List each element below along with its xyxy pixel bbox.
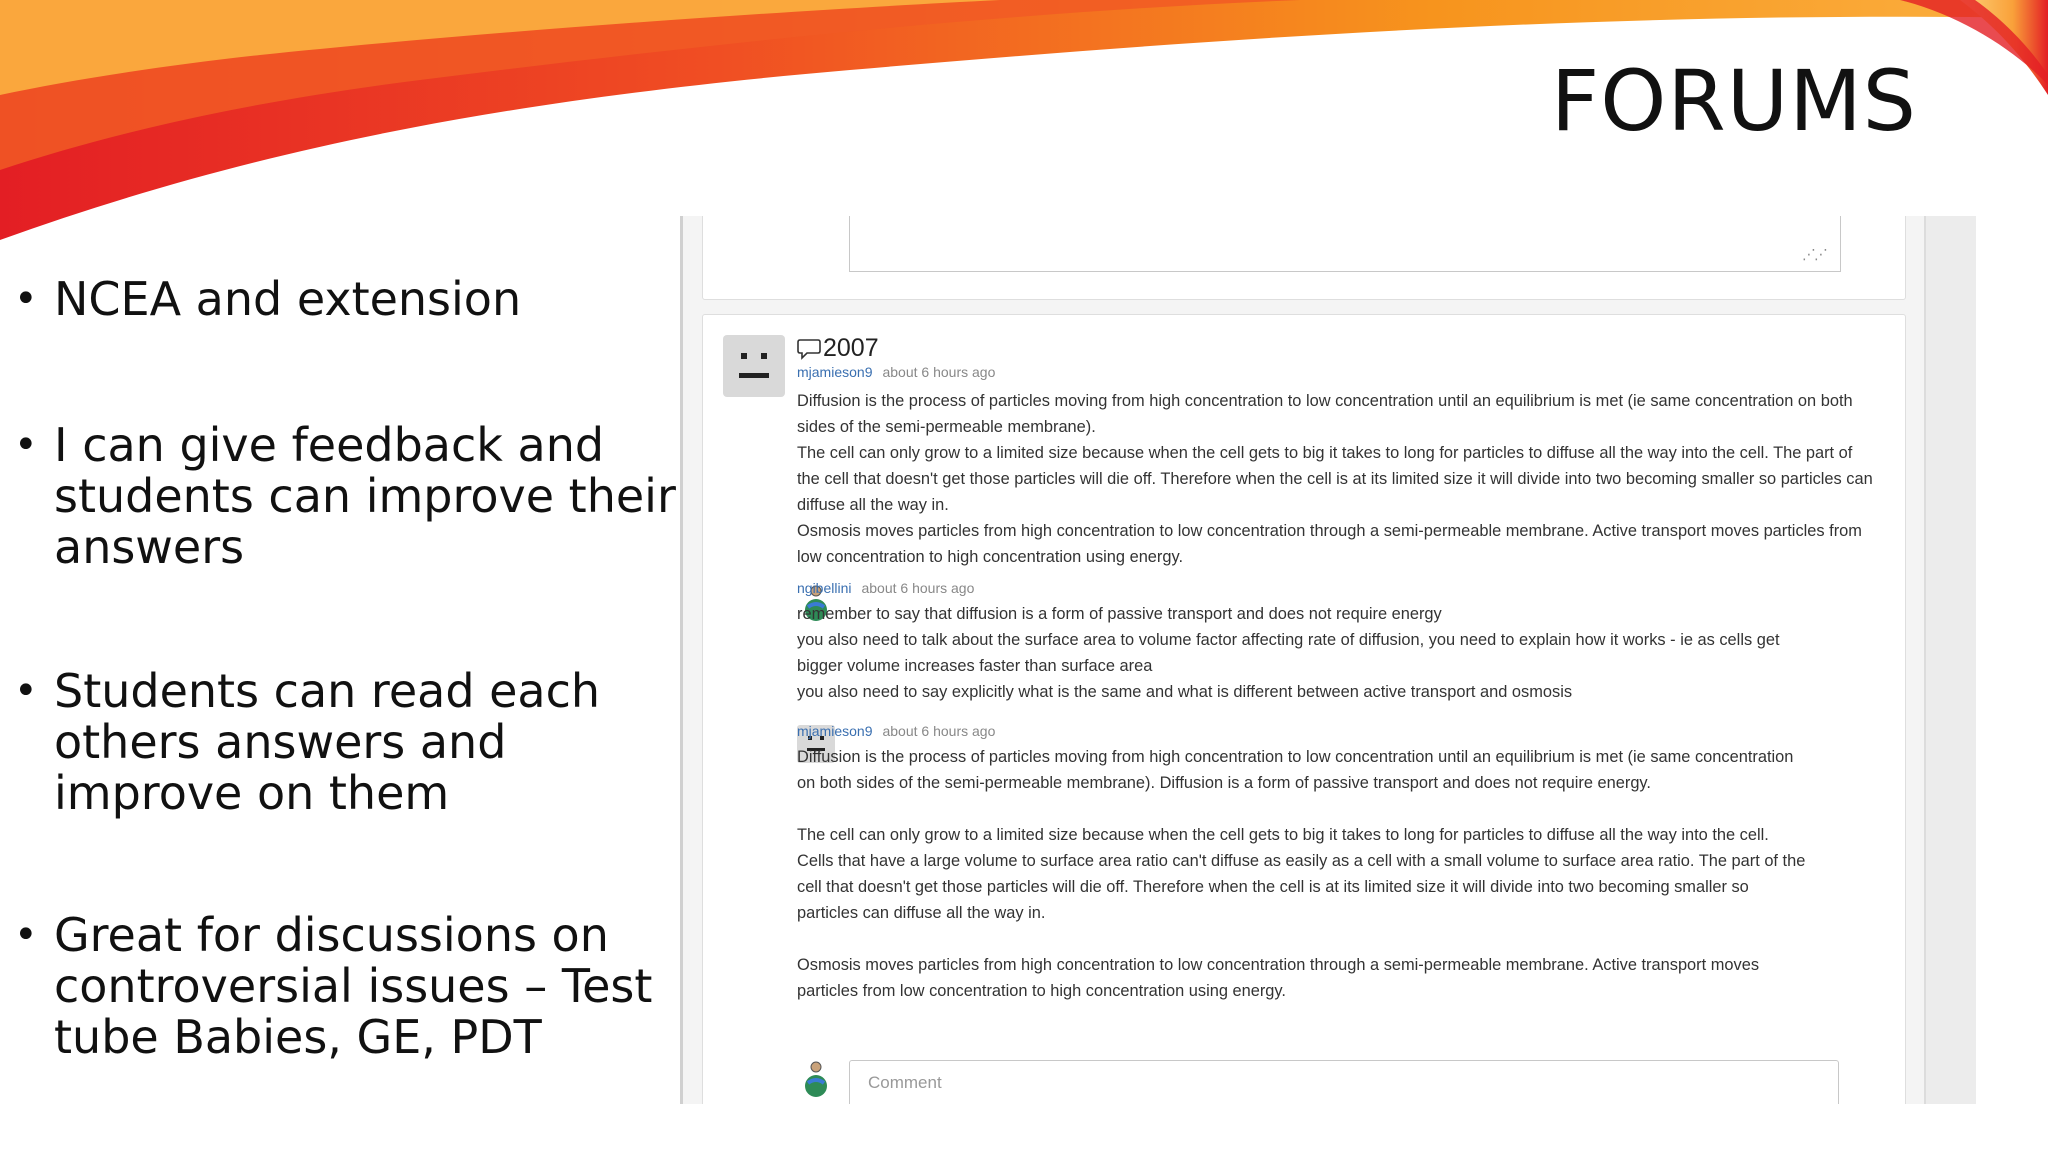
user-avatar-icon [799, 1059, 833, 1099]
slide-title: FORUMS [1550, 52, 1917, 150]
bullet-dot: • [14, 912, 38, 958]
comment-paragraph: you also need to say explicitly what is the same and what is different between active transport and osmosis [797, 683, 1573, 701]
comment-paragraph: Diffusion is the process of particles moving from high concentration to low concentration until an equilibrium is met (ie same concentration on both sides of the semi-permeable membrane). Diffusion is a form of passive transport and does not require energy. [797, 748, 1794, 792]
post-paragraph: Osmosis moves particles from high concentration to low concentration through a semi-permeable membrane. Active transport moves particles from low concentration to high concentration using energy. [797, 522, 1862, 566]
comment-paragraph: The cell can only grow to a limited size because when the cell gets to big it takes to long for particles to diffuse all the way into the cell. Cells that have a large volume to surface area ratio can't diffuse as easily as a cell with a small volume to surface area ratio. The part of the cell that doesn't get those particles will die off. Therefore when the cell is at its limited size it will divide into two becoming smaller so particles can diffuse all the way in. [797, 826, 1806, 922]
bullet-dot: • [14, 668, 38, 714]
comment-time: about 6 hours ago [882, 723, 996, 739]
bullet-dot: • [14, 276, 38, 322]
resize-grip-icon[interactable]: ⋰⋰ [1802, 246, 1826, 262]
comment [797, 722, 1807, 1004]
forum-post-card [702, 314, 1906, 1104]
comment-author-link[interactable]: mjamieson9 [797, 723, 873, 739]
post-paragraph: The cell can only grow to a limited size because when the cell gets to big it takes to long for particles to diffuse all the way into the cell. The part of the cell that doesn't get those particles will die off. Therefore when the cell is at its limited size it will divide into two becoming smaller so particles can diffuse all the way in. [797, 444, 1873, 514]
bullet-text: Students can read each others answers and improve on them [54, 664, 601, 820]
face-icon [723, 335, 785, 397]
comment-paragraph: remember to say that diffusion is a form of passive transport and does not require energy [797, 605, 1442, 623]
reply-textarea[interactable] [849, 216, 1841, 272]
bullet-item [14, 274, 694, 325]
bullet-dot: • [14, 422, 38, 468]
comment-input[interactable]: Comment [849, 1060, 1839, 1104]
post-paragraph: Diffusion is the process of particles moving from high concentration to low concentration until an equilibrium is met (ie same concentration on both sides of the semi-permeable membrane). [797, 392, 1853, 436]
bullet-text: NCEA and extension [54, 272, 522, 326]
scrollbar-track[interactable] [1924, 216, 1976, 1104]
bullet-item [14, 420, 694, 573]
forum-post [797, 333, 1877, 570]
bullet-text: Great for discussions on controversial issues – Test tube Babies, GE, PDT [54, 908, 653, 1064]
bullet-text: I can give feedback and students can improve their answers [54, 418, 676, 574]
reply-card [702, 216, 1906, 300]
comment-meta [797, 580, 1807, 598]
avatar [723, 335, 785, 397]
forum-screenshot [680, 216, 1976, 1104]
comment [797, 579, 1807, 705]
comment-paragraph: you also need to talk about the surface area to volume factor affecting rate of diffusion, you need to explain how it works - ie as cells get bigger volume increases faster than surface area [797, 631, 1780, 675]
comment-paragraph: Osmosis moves particles from high concentration to low concentration through a semi-permeable membrane. Active transport moves particles from low concentration to high concentration using energy. [797, 956, 1760, 1000]
comment-time: about 6 hours ago [861, 580, 975, 596]
bullet-item [14, 910, 694, 1063]
bullet-item [14, 666, 694, 819]
comment-meta [797, 723, 1807, 741]
comment-author-link[interactable]: ngibellini [797, 580, 852, 596]
speech-bubble-icon [797, 338, 821, 360]
post-id: 2007 [823, 334, 879, 362]
post-header [797, 333, 1877, 363]
post-author-link[interactable]: mjamieson9 [797, 364, 873, 380]
post-meta [797, 364, 1877, 382]
post-time: about 6 hours ago [882, 364, 996, 380]
